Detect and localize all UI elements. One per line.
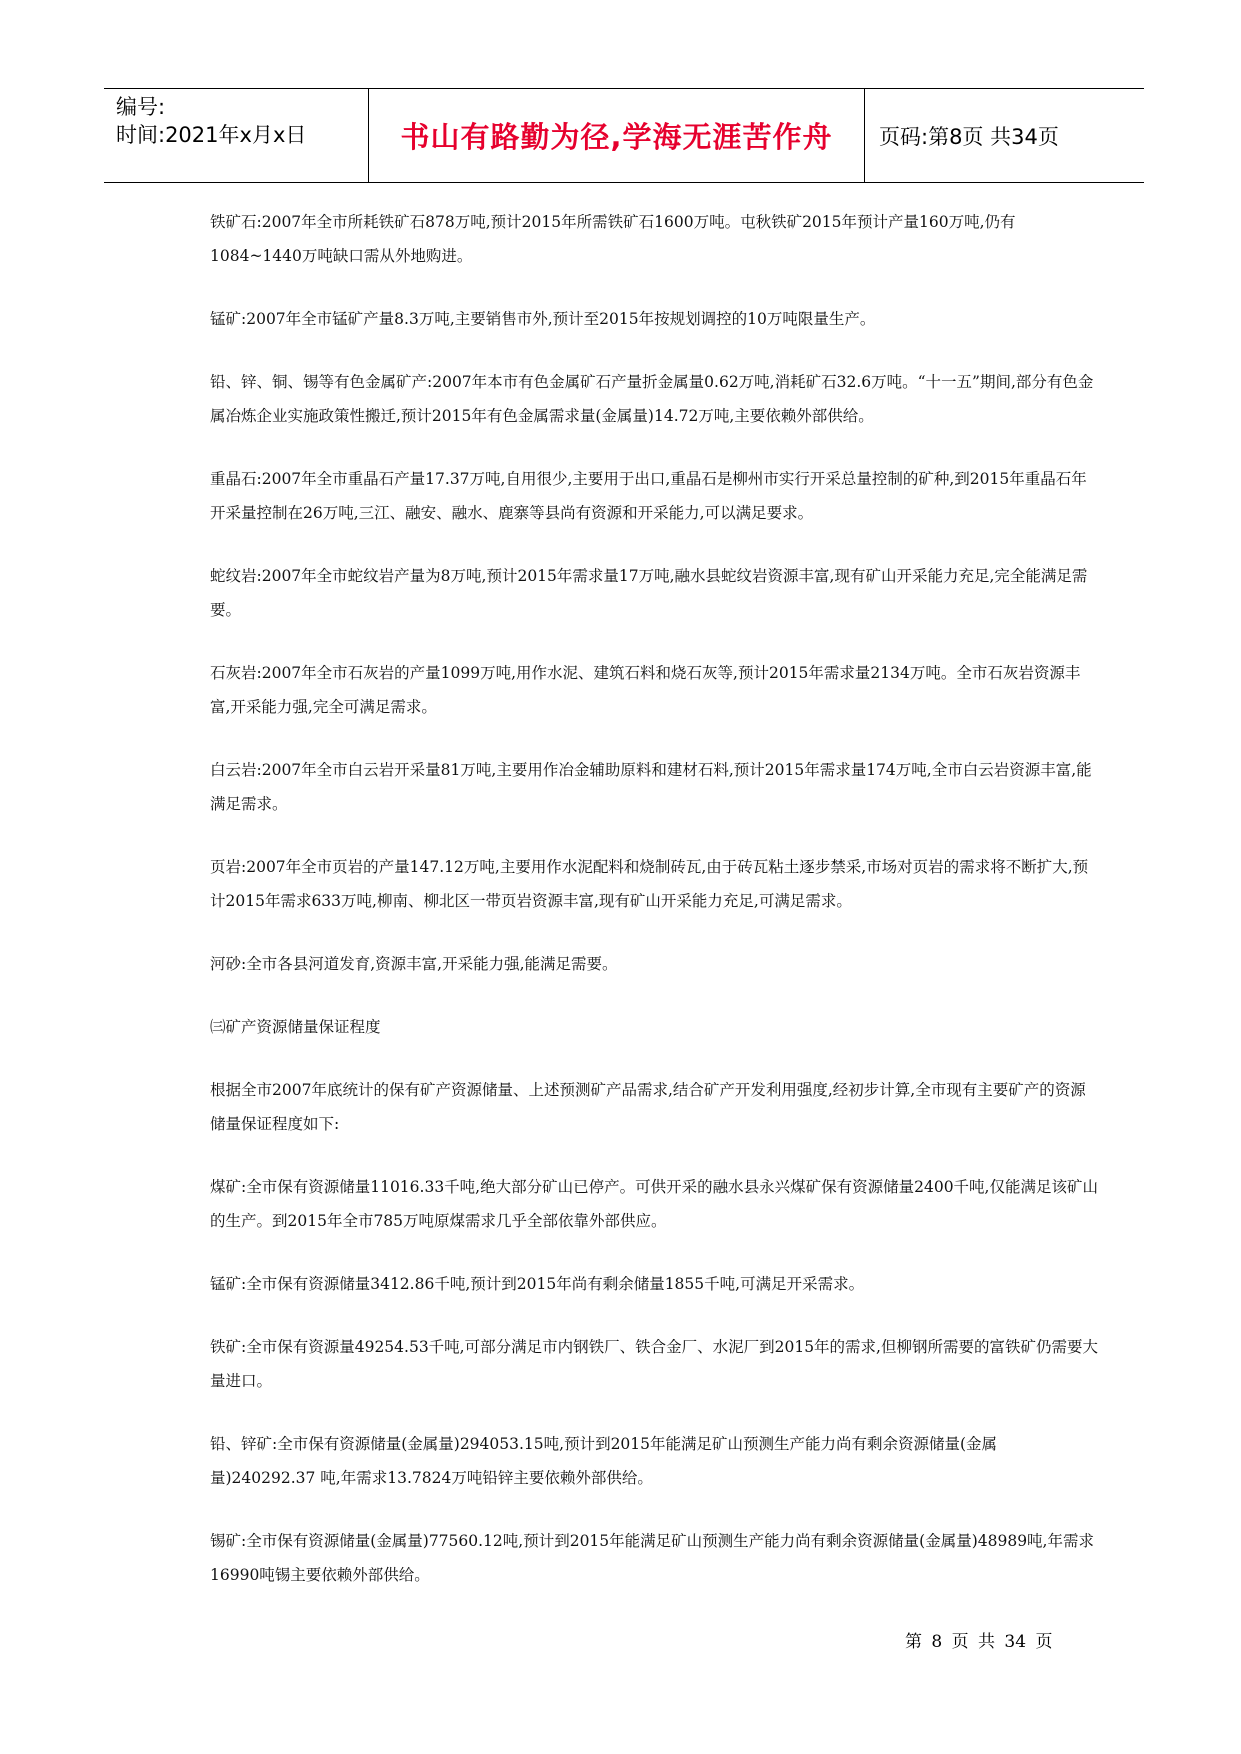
paragraph-tin-reserve: 锡矿:全市保有资源储量(金属量)77560.12吨,预计到2015年能满足矿山预测生产能力尚有剩余资源储量(金属量)48989吨,年需求16990吨锡主要依赖外部供给。	[210, 1532, 1094, 1584]
header-motto: 书山有路勤为径,学海无涯苦作舟	[369, 89, 865, 182]
paragraph-coal: 煤矿:全市保有资源储量11016.33千吨,绝大部分矿山已停产。可供开采的融水县永兴煤矿保有资源储量2400千吨,仅能满足该矿山的生产。到2015年全市785万吨原煤需求几乎全部依靠外部供应。	[210, 1178, 1098, 1230]
paragraph-limestone: 石灰岩:2007年全市石灰岩的产量1099万吨,用作水泥、建筑石料和烧石灰等,预计2015年需求量2134万吨。全市石灰岩资源丰富,开采能力强,完全可满足需求。	[210, 664, 1081, 716]
paragraph-river-sand: 河砂:全市各县河道发育,资源丰富,开采能力强,能满足需要。	[210, 955, 618, 973]
document-time-label: 时间:2021年x月x日	[116, 123, 307, 147]
paragraph-barite: 重晶石:2007年全市重晶石产量17.37万吨,自用很少,主要用于出口,重晶石是柳州市实行开采总量控制的矿种,到2015年重晶石年开采量控制在26万吨,三江、融安、融水、鹿寨等县尚有资源和开采能力,可以满足要求。	[210, 470, 1087, 522]
page-header	[104, 88, 1144, 183]
header-meta	[104, 89, 369, 182]
section-heading-reserves: ㈢矿产资源储量保证程度	[210, 1018, 381, 1036]
paragraph-manganese-reserve: 锰矿:全市保有资源储量3412.86千吨,预计到2015年尚有剩余储量1855千吨,可满足开采需求。	[210, 1275, 865, 1293]
paragraph-iron-ore: 铁矿石:2007年全市所耗铁矿石878万吨,预计2015年所需铁矿石1600万吨。屯秋铁矿2015年预计产量160万吨,仍有1084~1440万吨缺口需从外地购进。	[210, 213, 1016, 265]
paragraph-shale: 页岩:2007年全市页岩的产量147.12万吨,主要用作水泥配料和烧制砖瓦,由于砖瓦粘土逐步禁采,市场对页岩的需求将不断扩大,预计2015年需求633万吨,柳南、柳北区一带页岩资源丰富,现有矿山开采能力充足,可满足需求。	[210, 858, 1089, 910]
document-body	[210, 205, 1100, 1621]
paragraph-serpentine: 蛇纹岩:2007年全市蛇纹岩产量为8万吨,预计2015年需求量17万吨,融水县蛇纹岩资源丰富,现有矿山开采能力充足,完全能满足需要。	[210, 567, 1088, 619]
paragraph-reserves-intro: 根据全市2007年底统计的保有矿产资源储量、上述预测矿产品需求,结合矿产开发利用强度,经初步计算,全市现有主要矿产的资源储量保证程度如下:	[210, 1081, 1086, 1133]
header-page-label: 页码:第8页 共34页	[879, 124, 1059, 149]
paragraph-lead-zinc-reserve: 铅、锌矿:全市保有资源储量(金属量)294053.15吨,预计到2015年能满足矿山预测生产能力尚有剩余资源储量(金属量)240292.37 吨,年需求13.7824万吨铅锌主要依赖外部供给。	[210, 1435, 998, 1487]
paragraph-nonferrous: 铅、锌、铜、锡等有色金属矿产:2007年本市有色金属矿石产量折金属量0.62万吨,消耗矿石32.6万吨。“十一五”期间,部分有色金属冶炼企业实施政策性搬迁,预计2015年有色金属需求量(金属量)14.72万吨,主要依赖外部供给。	[210, 373, 1094, 425]
paragraph-manganese: 锰矿:2007年全市锰矿产量8.3万吨,主要销售市外,预计至2015年按规划调控的10万吨限量生产。	[210, 310, 876, 328]
paragraph-dolomite: 白云岩:2007年全市白云岩开采量81万吨,主要用作冶金辅助原料和建材石料,预计2015年需求量174万吨,全市白云岩资源丰富,能满足需求。	[210, 761, 1092, 813]
paragraph-iron-reserve: 铁矿:全市保有资源量49254.53千吨,可部分满足市内钢铁厂、铁合金厂、水泥厂到2015年的需求,但柳钢所需要的富铁矿仍需要大量进口。	[210, 1338, 1098, 1390]
page-footer: 第 8 页 共 34 页	[905, 1632, 1053, 1652]
document-number-label: 编号:	[116, 95, 166, 119]
